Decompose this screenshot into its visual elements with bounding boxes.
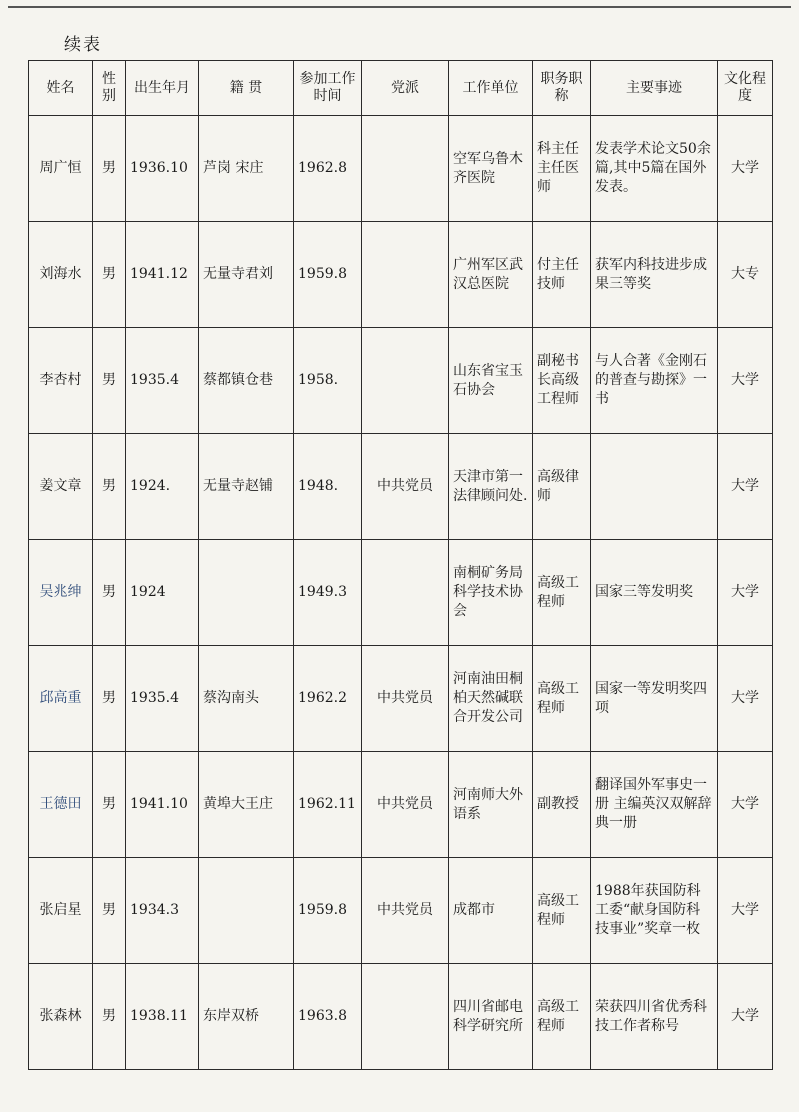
- cell-unit: 广州军区武汉总医院: [449, 222, 533, 328]
- cell-party: [362, 964, 449, 1070]
- header-origin: 籍 贯: [199, 61, 294, 116]
- table-row: [29, 434, 773, 540]
- cell-origin: 蔡沟南头: [199, 646, 294, 752]
- cell-origin: 无量寺赵铺: [199, 434, 294, 540]
- header-unit: 工作单位: [449, 61, 533, 116]
- cell-deeds: [591, 434, 718, 540]
- table-row: [29, 964, 773, 1070]
- cell-unit: 山东省宝玉石协会: [449, 328, 533, 434]
- cell-origin: 芦岗 宋庄: [199, 116, 294, 222]
- cell-deeds: 获军内科技进步成果三等奖: [591, 222, 718, 328]
- header-name: 姓名: [29, 61, 93, 116]
- cell-party: [362, 540, 449, 646]
- cell-deeds: 国家一等发明奖四项: [591, 646, 718, 752]
- cell-birth: 1924.: [126, 434, 199, 540]
- cell-origin: [199, 858, 294, 964]
- header-sex: 性别: [93, 61, 126, 116]
- cell-deeds: 翻译国外军事史一册 主编英汉双解辞典一册: [591, 752, 718, 858]
- cell-sex: 男: [93, 752, 126, 858]
- header-party: 党派: [362, 61, 449, 116]
- cell-title: 高级工程师: [533, 964, 591, 1070]
- cell-party: [362, 328, 449, 434]
- cell-unit: 空军乌鲁木齐医院: [449, 116, 533, 222]
- cell-education: 大学: [718, 646, 773, 752]
- cell-work-start: 1948.: [294, 434, 362, 540]
- cell-birth: 1935.4: [126, 646, 199, 752]
- cell-origin: [199, 540, 294, 646]
- cell-sex: 男: [93, 858, 126, 964]
- cell-unit: 四川省邮电科学研究所: [449, 964, 533, 1070]
- header-deeds: 主要事迹: [591, 61, 718, 116]
- cell-work-start: 1963.8: [294, 964, 362, 1070]
- records-table: [28, 60, 773, 1070]
- cell-unit: 天津市第一法律顾问处.: [449, 434, 533, 540]
- cell-work-start: 1959.8: [294, 222, 362, 328]
- cell-work-start: 1959.8: [294, 858, 362, 964]
- cell-education: 大学: [718, 540, 773, 646]
- cell-party: 中共党员: [362, 646, 449, 752]
- cell-title: 高级工程师: [533, 646, 591, 752]
- cell-work-start: 1949.3: [294, 540, 362, 646]
- cell-title: 副教授: [533, 752, 591, 858]
- page-title: 续表: [64, 35, 102, 55]
- cell-birth: 1935.4: [126, 328, 199, 434]
- cell-sex: 男: [93, 540, 126, 646]
- table-row: [29, 222, 773, 328]
- cell-party: [362, 222, 449, 328]
- cell-education: 大学: [718, 858, 773, 964]
- cell-origin: 黄埠大王庄: [199, 752, 294, 858]
- cell-education: 大专: [718, 222, 773, 328]
- header-row: [29, 61, 773, 116]
- table-row: [29, 116, 773, 222]
- cell-title: 高级工程师: [533, 858, 591, 964]
- cell-party: 中共党员: [362, 858, 449, 964]
- cell-work-start: 1958.: [294, 328, 362, 434]
- cell-sex: 男: [93, 222, 126, 328]
- cell-party: 中共党员: [362, 752, 449, 858]
- top-rule: [8, 6, 791, 8]
- header-education: 文化程度: [718, 61, 773, 116]
- cell-deeds: 发表学术论文50余篇,其中5篇在国外发表。: [591, 116, 718, 222]
- cell-sex: 男: [93, 646, 126, 752]
- cell-name: 邱高重: [29, 646, 93, 752]
- cell-birth: 1934.3: [126, 858, 199, 964]
- cell-unit: 河南油田桐柏天然碱联合开发公司: [449, 646, 533, 752]
- cell-name: 吴兆绅: [29, 540, 93, 646]
- cell-education: 大学: [718, 964, 773, 1070]
- cell-title: 高级律师: [533, 434, 591, 540]
- cell-unit: 南桐矿务局科学技术协会: [449, 540, 533, 646]
- cell-sex: 男: [93, 328, 126, 434]
- cell-work-start: 1962.8: [294, 116, 362, 222]
- cell-name: 王德田: [29, 752, 93, 858]
- cell-sex: 男: [93, 116, 126, 222]
- cell-work-start: 1962.2: [294, 646, 362, 752]
- header-birth: 出生年月: [126, 61, 199, 116]
- cell-party: [362, 116, 449, 222]
- cell-sex: 男: [93, 964, 126, 1070]
- cell-work-start: 1962.11: [294, 752, 362, 858]
- cell-name: 张启星: [29, 858, 93, 964]
- cell-name: 张森林: [29, 964, 93, 1070]
- cell-title: 副秘书长高级工程师: [533, 328, 591, 434]
- cell-birth: 1924: [126, 540, 199, 646]
- cell-origin: 蔡都镇仓巷: [199, 328, 294, 434]
- cell-name: 周广恒: [29, 116, 93, 222]
- cell-deeds: 国家三等发明奖: [591, 540, 718, 646]
- cell-deeds: 1988年获国防科工委“献身国防科技事业”奖章一枚: [591, 858, 718, 964]
- cell-name: 刘海水: [29, 222, 93, 328]
- table-row: [29, 328, 773, 434]
- cell-title: 付主任技师: [533, 222, 591, 328]
- cell-education: 大学: [718, 434, 773, 540]
- cell-sex: 男: [93, 434, 126, 540]
- cell-unit: 成都市: [449, 858, 533, 964]
- cell-title: 科主任主任医师: [533, 116, 591, 222]
- table-row: [29, 752, 773, 858]
- table-row: [29, 858, 773, 964]
- cell-origin: 无量寺君刘: [199, 222, 294, 328]
- cell-birth: 1941.12: [126, 222, 199, 328]
- cell-birth: 1941.10: [126, 752, 199, 858]
- cell-education: 大学: [718, 328, 773, 434]
- cell-party: 中共党员: [362, 434, 449, 540]
- table-row: [29, 646, 773, 752]
- cell-name: 姜文章: [29, 434, 93, 540]
- cell-birth: 1938.11: [126, 964, 199, 1070]
- cell-deeds: 与人合著《金刚石的普查与勘探》一书: [591, 328, 718, 434]
- cell-deeds: 荣获四川省优秀科技工作者称号: [591, 964, 718, 1070]
- cell-name: 李杏村: [29, 328, 93, 434]
- cell-unit: 河南师大外语系: [449, 752, 533, 858]
- cell-education: 大学: [718, 116, 773, 222]
- cell-title: 高级工程师: [533, 540, 591, 646]
- header-title: 职务职称: [533, 61, 591, 116]
- header-work-start: 参加工作时间: [294, 61, 362, 116]
- cell-education: 大学: [718, 752, 773, 858]
- cell-origin: 东岸双桥: [199, 964, 294, 1070]
- cell-birth: 1936.10: [126, 116, 199, 222]
- table-row: [29, 540, 773, 646]
